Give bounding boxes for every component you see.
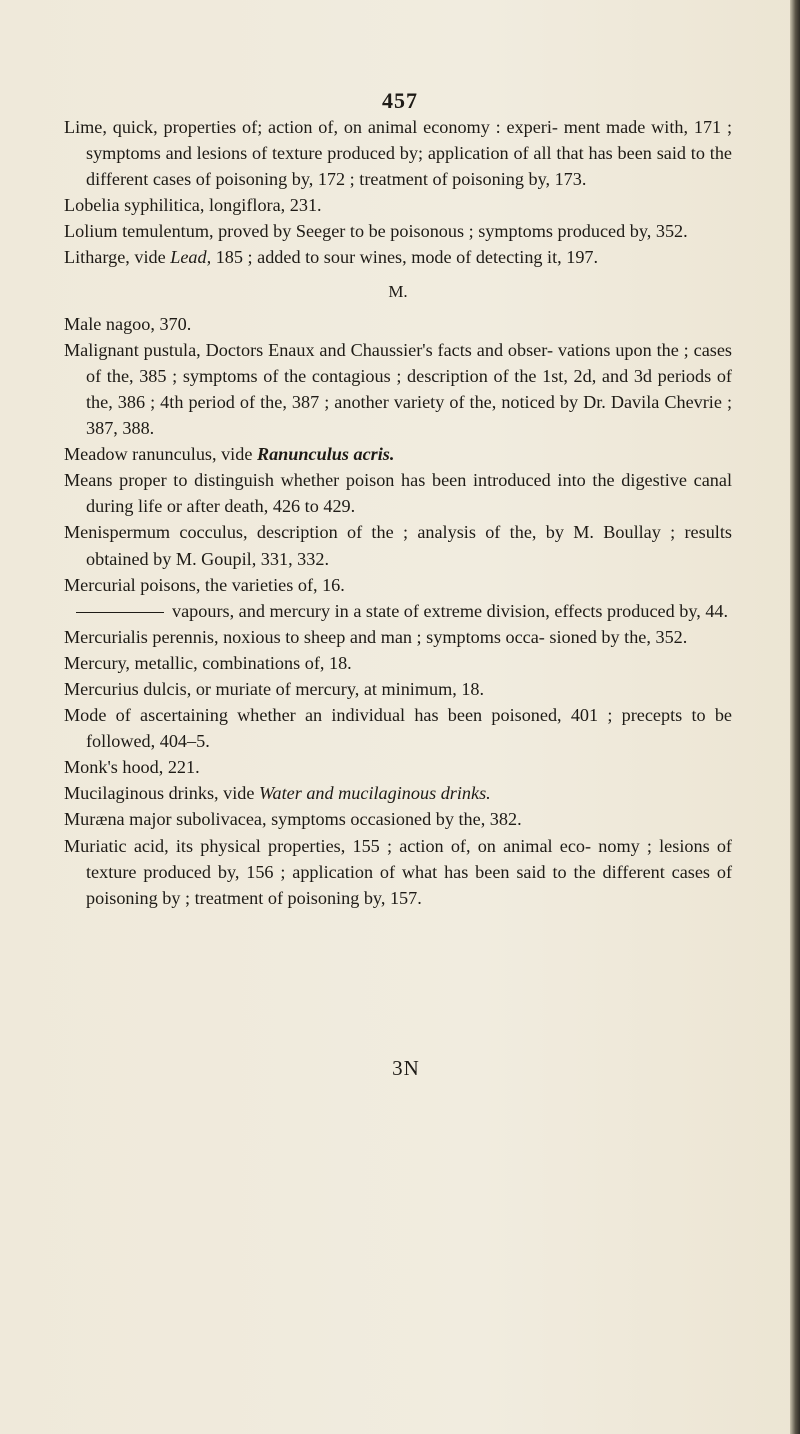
index-entry: Lime, quick, properties of; action of, on animal economy : experi- ment made with, 171 ; symptoms and lesions of texture produced by; application of all that has been said to the different cases of poisoning by, 172 ; treatment of poisoning by, 173. — [64, 117, 732, 190]
index-entry: Muræna major subolivacea, symptoms occasioned by the, 382. — [64, 809, 522, 830]
index-entry: vapours, and mercury in a state of extreme division, effects produced by, 44. — [64, 598, 732, 624]
index-entry: Mode of ascertaining whether an individual has been poisoned, 401 ; precepts to be followed, 404–5. — [64, 705, 732, 752]
entries-l — [64, 114, 732, 271]
index-entry: Mercurialis perennis, noxious to sheep and man ; symptoms occa- sioned by the, 352. — [64, 626, 688, 647]
index-entry: Lolium temulentum, proved by Seeger to be poisonous ; symptoms produced by, 352. — [64, 221, 688, 242]
index-entry: Monk's hood, 221. — [64, 757, 200, 778]
index-entry: Mercury, metallic, combinations of, 18. — [64, 652, 352, 673]
index-entry: Meadow ranunculus, vide Ranunculus acris. — [64, 444, 395, 465]
entries-m — [64, 311, 732, 911]
index-entry: Litharge, vide Lead, 185 ; added to sour wines, mode of detecting it, 197. — [64, 247, 599, 268]
index-entry: Mercurius dulcis, or muriate of mercury, at minimum, 18. — [64, 678, 485, 699]
section-letter: M. — [388, 281, 408, 301]
signature-mark: 3N — [392, 1056, 420, 1080]
index-entry: Male nagoo, 370. — [64, 313, 192, 334]
index-entry: Lobelia syphilitica, longiflora, 231. — [64, 195, 322, 216]
index-entry: Muriatic acid, its physical properties, 155 ; action of, on animal eco- nomy ; lesions of texture produced by, 156 ; application of what has been said to the different cases of poisoning by ; treatment of poisoning by, 157. — [64, 835, 732, 908]
index-entry: Mucilaginous drinks, vide Water and mucilaginous drinks. — [64, 783, 491, 804]
index-column — [64, 114, 732, 911]
index-entry: Malignant pustula, Doctors Enaux and Chaussier's facts and obser- vations upon the ; cases of the, 385 ; symptoms of the contagious ; description of the 1st, 2d, and 3d periods of the, 386 ; 4th period of the, 387 ; another variety of the, noticed by Dr. Davila Chevrie ; 387, 388. — [64, 339, 732, 439]
index-entry: Mercurial poisons, the varieties of, 16. — [64, 574, 345, 595]
index-entry: Menispermum cocculus, description of the ; analysis of the, by M. Boullay ; results obtained by M. Goupil, 331, 332. — [64, 522, 732, 569]
index-entry: Means proper to distinguish whether poison has been introduced into the digestive canal during life or after death, 426 to 429. — [64, 470, 732, 517]
page-number: 457 — [382, 88, 418, 113]
book-spine-edge — [790, 0, 800, 1434]
